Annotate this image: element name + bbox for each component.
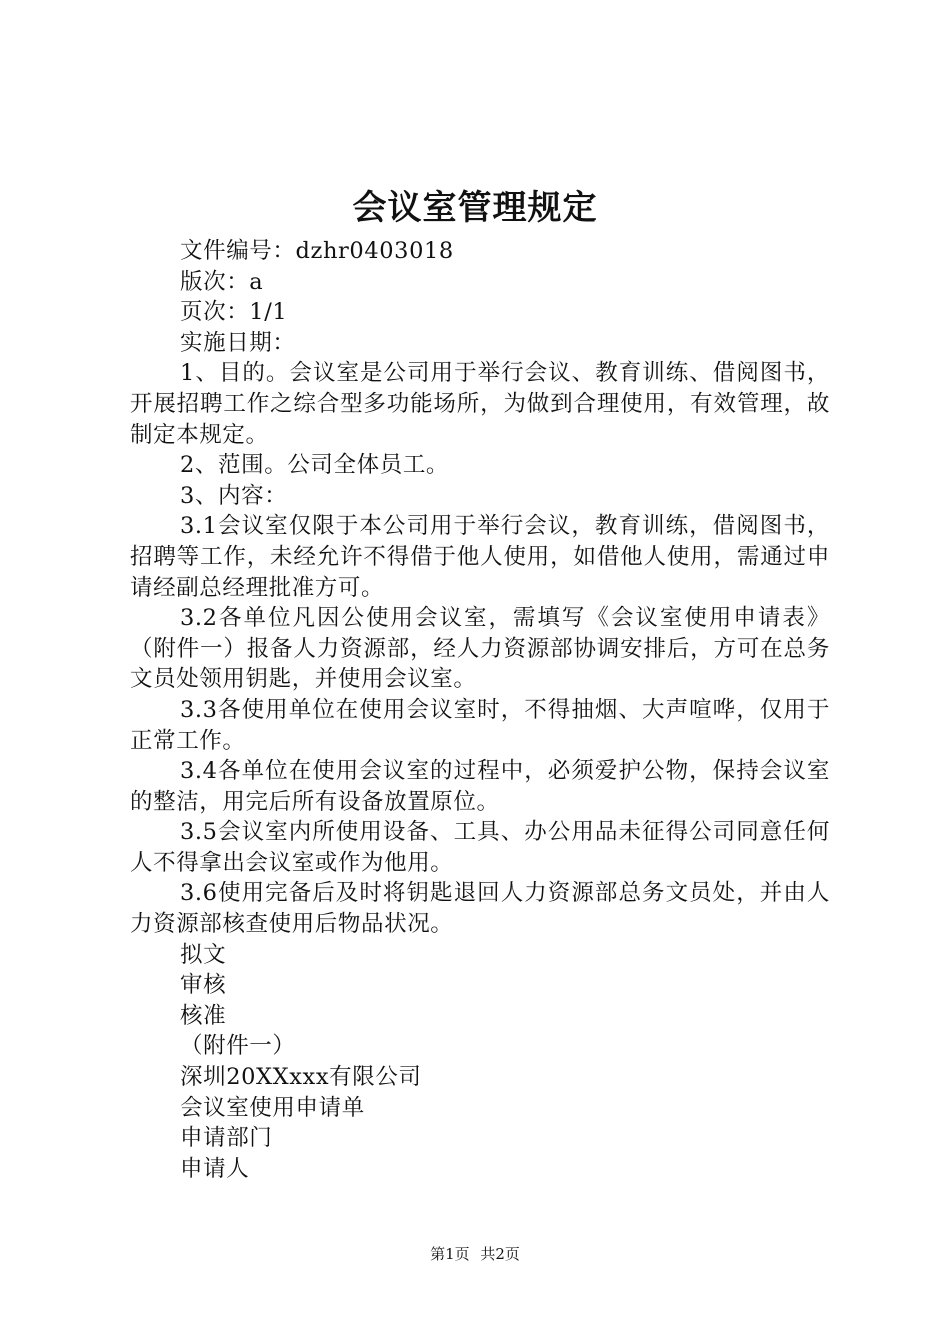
form-title: 会议室使用申请单 bbox=[180, 1094, 365, 1121]
doc-pages: 页次：1/1 bbox=[180, 299, 288, 326]
applicant-department-label: 申请部门 bbox=[180, 1125, 273, 1152]
page-total: 共2页 bbox=[480, 1245, 520, 1263]
clause-3-6: 3.6使用完备后及时将钥匙退回人力资源部总务文员处，并由人力资源部核查使用后物品状况。 bbox=[130, 880, 830, 938]
section-purpose: 1、目的。会议室是公司用于举行会议、教育训练、借阅图书，开展招聘工作之综合型多功能场所，为做到合理使用，有效管理，故制定本规定。 bbox=[130, 360, 830, 448]
attachment-label: （附件一） bbox=[180, 1033, 296, 1060]
approved-by-label: 核准 bbox=[180, 1002, 227, 1029]
page-footer bbox=[0, 1244, 950, 1264]
document-body bbox=[130, 236, 830, 1184]
clause-3-4: 3.4各单位在使用会议室的过程中，必须爱护公物，保持会议室的整洁，用完后所有设备放置原位。 bbox=[130, 758, 830, 815]
company-name: 深圳20XXxxx有限公司 bbox=[180, 1064, 422, 1091]
applicant-label: 申请人 bbox=[180, 1155, 250, 1182]
doc-version: 版次：a bbox=[180, 268, 264, 295]
page-current: 第1页 bbox=[430, 1245, 470, 1263]
clause-3-1: 3.1会议室仅限于本公司用于举行会议，教育训练，借阅图书，招聘等工作，未经允许不得借于他人使用，如借他人使用，需通过申请经副总经理批准方可。 bbox=[130, 513, 830, 601]
doc-number: 文件编号：dzhr0403018 bbox=[180, 238, 454, 264]
clause-3-3: 3.3各使用单位在使用会议室时，不得抽烟、大声喧哗，仅用于正常工作。 bbox=[130, 696, 830, 754]
document-title: 会议室管理规定 bbox=[352, 188, 598, 228]
section-scope: 2、范围。公司全体员工。 bbox=[180, 452, 450, 479]
section-content-heading: 3、内容： bbox=[180, 482, 288, 509]
reviewed-by-label: 审核 bbox=[180, 972, 227, 999]
clause-3-2: 3.2各单位凡因公使用会议室，需填写《会议室使用申请表》（附件一）报备人力资源部，经人力资源部协调安排后，方可在总务文员处领用钥匙，并使用会议室。 bbox=[130, 605, 830, 693]
clause-3-5: 3.5会议室内所使用设备、工具、办公用品未征得公司同意任何人不得拿出会议室或作为他用。 bbox=[130, 819, 830, 876]
doc-effective-date: 实施日期： bbox=[180, 329, 296, 356]
drafted-by-label: 拟文 bbox=[180, 941, 227, 968]
